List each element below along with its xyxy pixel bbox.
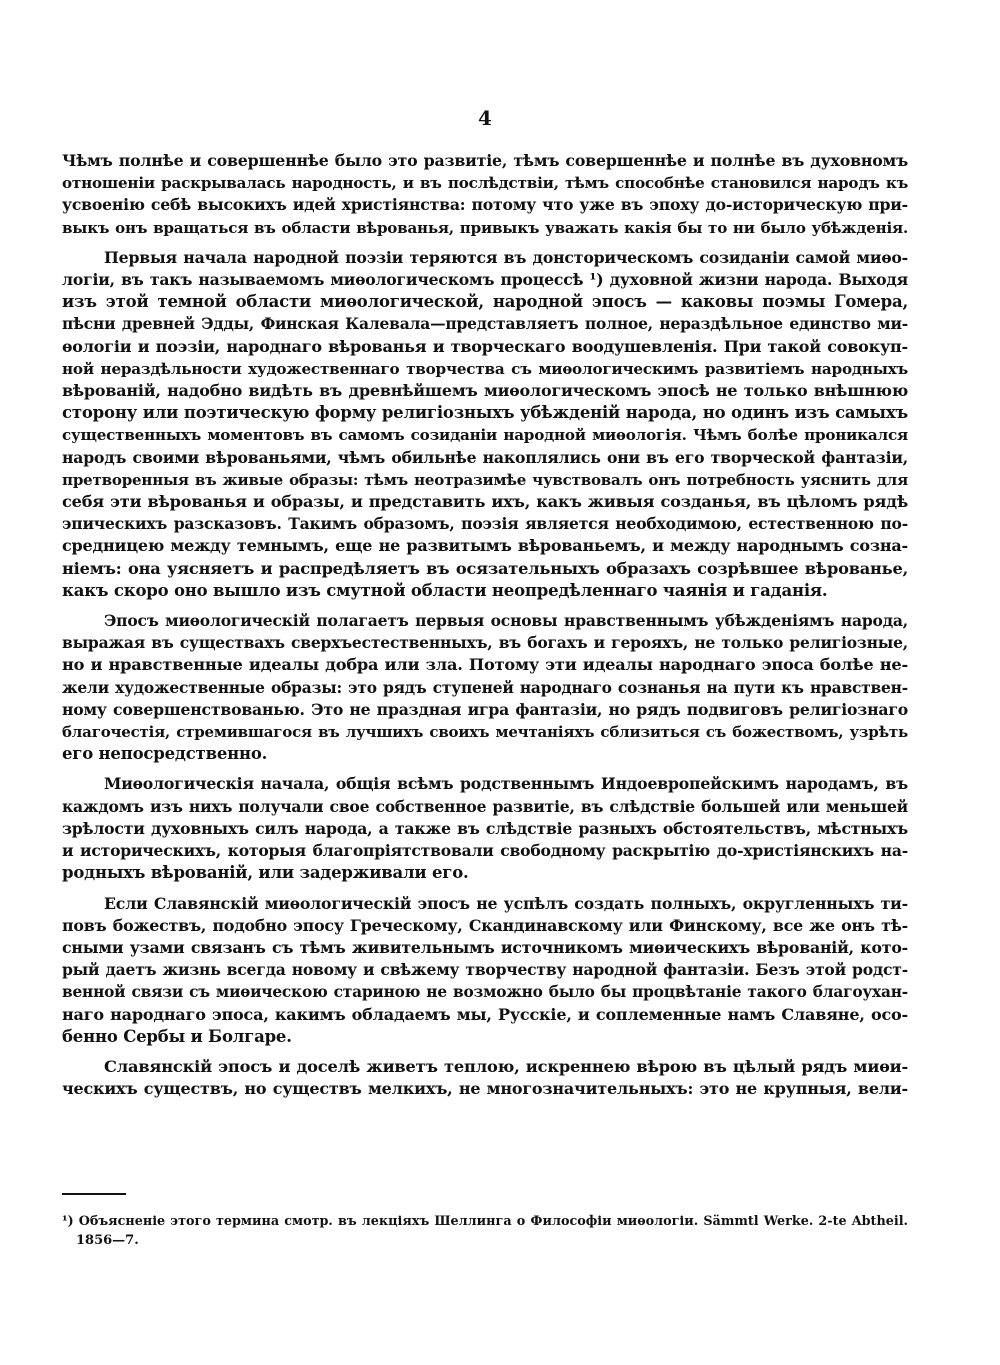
text-line: эпическихъ разсказовъ. Такимъ образомъ, поэзія является необходимою, естественною по-: [62, 514, 908, 534]
text-line: выражая въ существахъ сверхъестественныхъ, въ богахъ и герояхъ, не только религіозные,: [62, 633, 908, 653]
text-line: повъ божествъ, подобно эпосу Греческому, Скандинавскому или Финскому, все же онъ тѣ-: [62, 915, 908, 935]
text-line: изъ этой темной области миѳологической, народной эпосъ — каковы поэмы Гомера,: [62, 292, 908, 312]
text-line: его непосредственно.: [62, 744, 268, 764]
text-line: зрѣлости духовныхъ силъ народа, а также въ слѣдствіе разныхъ обстоятельствъ, мѣстныхъ: [62, 818, 908, 838]
text-line: и историческихъ, которыя благопріятствовали свободному раскрытію до-христіянскихъ на-: [62, 841, 908, 861]
paragraph: [62, 893, 908, 1048]
text-line: Первыя начала народной поэзіи теряются въ донсторическомъ созиданіи самой миѳо-: [104, 247, 908, 267]
text-line: жели художественные образы: это рядъ ступеней народнаго сознанья на пути къ нравствен-: [62, 677, 908, 697]
paragraph: [62, 247, 908, 602]
paragraph: [62, 1056, 908, 1100]
text-line: пѣсни древней Эдды, Финская Калевала—представляетъ полное, нераздѣльное единство ми-: [62, 314, 908, 334]
text-line: претворенныя въ живые образы: тѣмъ неотразимѣе чувствовалъ онъ потребность уяснить для: [62, 470, 908, 489]
text-line: Чѣмъ полнѣе и совершеннѣе было это развитіе, тѣмъ совершеннѣе и полнѣе въ духовномъ: [62, 151, 908, 170]
footnote-line: 1856—7.: [76, 1233, 139, 1248]
text-line: Славянскій эпосъ и доселѣ живетъ теплою, искреннею вѣрою въ цѣлый рядъ миѳи-: [104, 1056, 908, 1076]
text-line: ѳологіи и поэзіи, народнаго вѣрованья и творческаго воодушевленія. При такой совокуп-: [62, 336, 908, 356]
text-line: себя эти вѣрованья и образы, и представить ихъ, какъ живыя созданья, въ цѣломъ рядѣ: [62, 492, 908, 512]
text-line: сторону или поэтическую форму религіозныхъ убѣжденій народа, но одинъ изъ самыхъ: [62, 403, 908, 423]
text-line: благочестія, стремившагося въ лучшихъ своихъ мечтаніяхъ сблизиться съ божествомъ, узрѣть: [62, 723, 908, 742]
text-line: венной связи съ миѳическою стариною не возможно было бы процвѣтаніе такого благоухан-: [62, 983, 908, 1002]
text-line: какъ скоро оно вышло изъ смутной области неопредѣленнаго чаянія и гаданія.: [62, 580, 828, 600]
paragraph: [62, 610, 908, 765]
book-page: [62, 0, 908, 1365]
text-line: вѣрованій, надобно видѣть въ древнѣйшемъ миѳологическомъ эпосѣ не только внѣшнюю: [62, 381, 908, 401]
text-line: выкъ онъ вращаться въ области вѣрованья, привыкъ уважать какія бы то ни было убѣжденія.: [62, 218, 908, 237]
body-text: [62, 150, 908, 1108]
text-line: усвоенію себѣ высокихъ идей христіянства: потому что уже въ эпоху до-историческую при-: [62, 195, 908, 215]
text-line: Если Славянскій миѳологическій эпосъ не успѣлъ создать полныхъ, округленныхъ ти-: [104, 893, 908, 913]
page-number: 4: [478, 106, 492, 130]
footnote-divider: [62, 1193, 126, 1195]
footnote: [62, 1212, 908, 1250]
text-line: но и нравственные идеалы добра или зла. Потому эти идеалы народнаго эпоса болѣе не-: [62, 655, 908, 675]
text-line: средницею между темнымъ, еще не развитымъ вѣрованьемъ, и между народнымъ созна-: [62, 536, 908, 556]
text-line: наго народнаго эпоса, какимъ обладаемъ мы, Русскіе, и соплеменные намъ Славяне, осо-: [62, 1004, 908, 1024]
text-line: сными узами связанъ съ тѣмъ живительнымъ источникомъ миѳическихъ вѣрованій, кото-: [62, 937, 908, 957]
text-line: логіи, въ такъ называемомъ миѳологическомъ процессѣ ¹) духовной жизни народа. Выходя: [62, 270, 908, 290]
text-line: Миѳологическія начала, общія всѣмъ родственнымъ Индоевропейскимъ народамъ, въ: [104, 774, 908, 794]
text-line: бенно Сербы и Болгаре.: [62, 1026, 292, 1046]
paragraph: [62, 773, 908, 884]
footnote-line: ¹) Объясненіе этого термина смотр. въ лекціяхъ Шеллинга о Философіи миѳологіи. Sämmtl Werke. 2-te Abtheil.: [62, 1214, 908, 1229]
text-line: отношеніи раскрывалась народность, и въ послѣдствіи, тѣмъ способнѣе становился народъ къ: [62, 174, 908, 193]
text-line: каждомъ изъ нихъ получали свое собственное развитіе, въ слѣдствіе большей или меньшей: [62, 796, 908, 816]
text-line: ніемъ: она уясняетъ и распредѣляетъ въ осязательныхъ образахъ созрѣвшее вѣрованье,: [62, 558, 908, 578]
text-line: родныхъ вѣрованій, или задерживали его.: [62, 863, 469, 883]
text-line: рый даетъ жизнь всегда новому и свѣжему творчеству народной фантазіи. Безъ этой родст-: [62, 960, 908, 980]
text-line: ческихъ существъ, но существъ мелкихъ, не многозначительныхъ: это не крупныя, вели-: [62, 1079, 908, 1099]
text-line: Эпосъ миѳологическій полагаетъ первыя основы нравственнымъ убѣжденіямъ народа,: [104, 611, 908, 631]
text-line: существенныхъ моментовъ въ самомъ созиданіи народной миѳологія. Чѣмъ болѣе проникался: [62, 426, 908, 445]
text-line: ной нераздѣльности художественнаго творчества съ миѳологическимъ развитіемъ народныхъ: [62, 359, 908, 378]
paragraph: [62, 150, 908, 239]
text-line: народъ своими вѣрованьями, чѣмъ обильнѣе накоплялись они въ его творческой фантазіи,: [62, 447, 908, 467]
text-line: ному совершенствованью. Это не праздная игра фантазіи, но рядъ подвиговъ религіознаго: [62, 699, 908, 719]
